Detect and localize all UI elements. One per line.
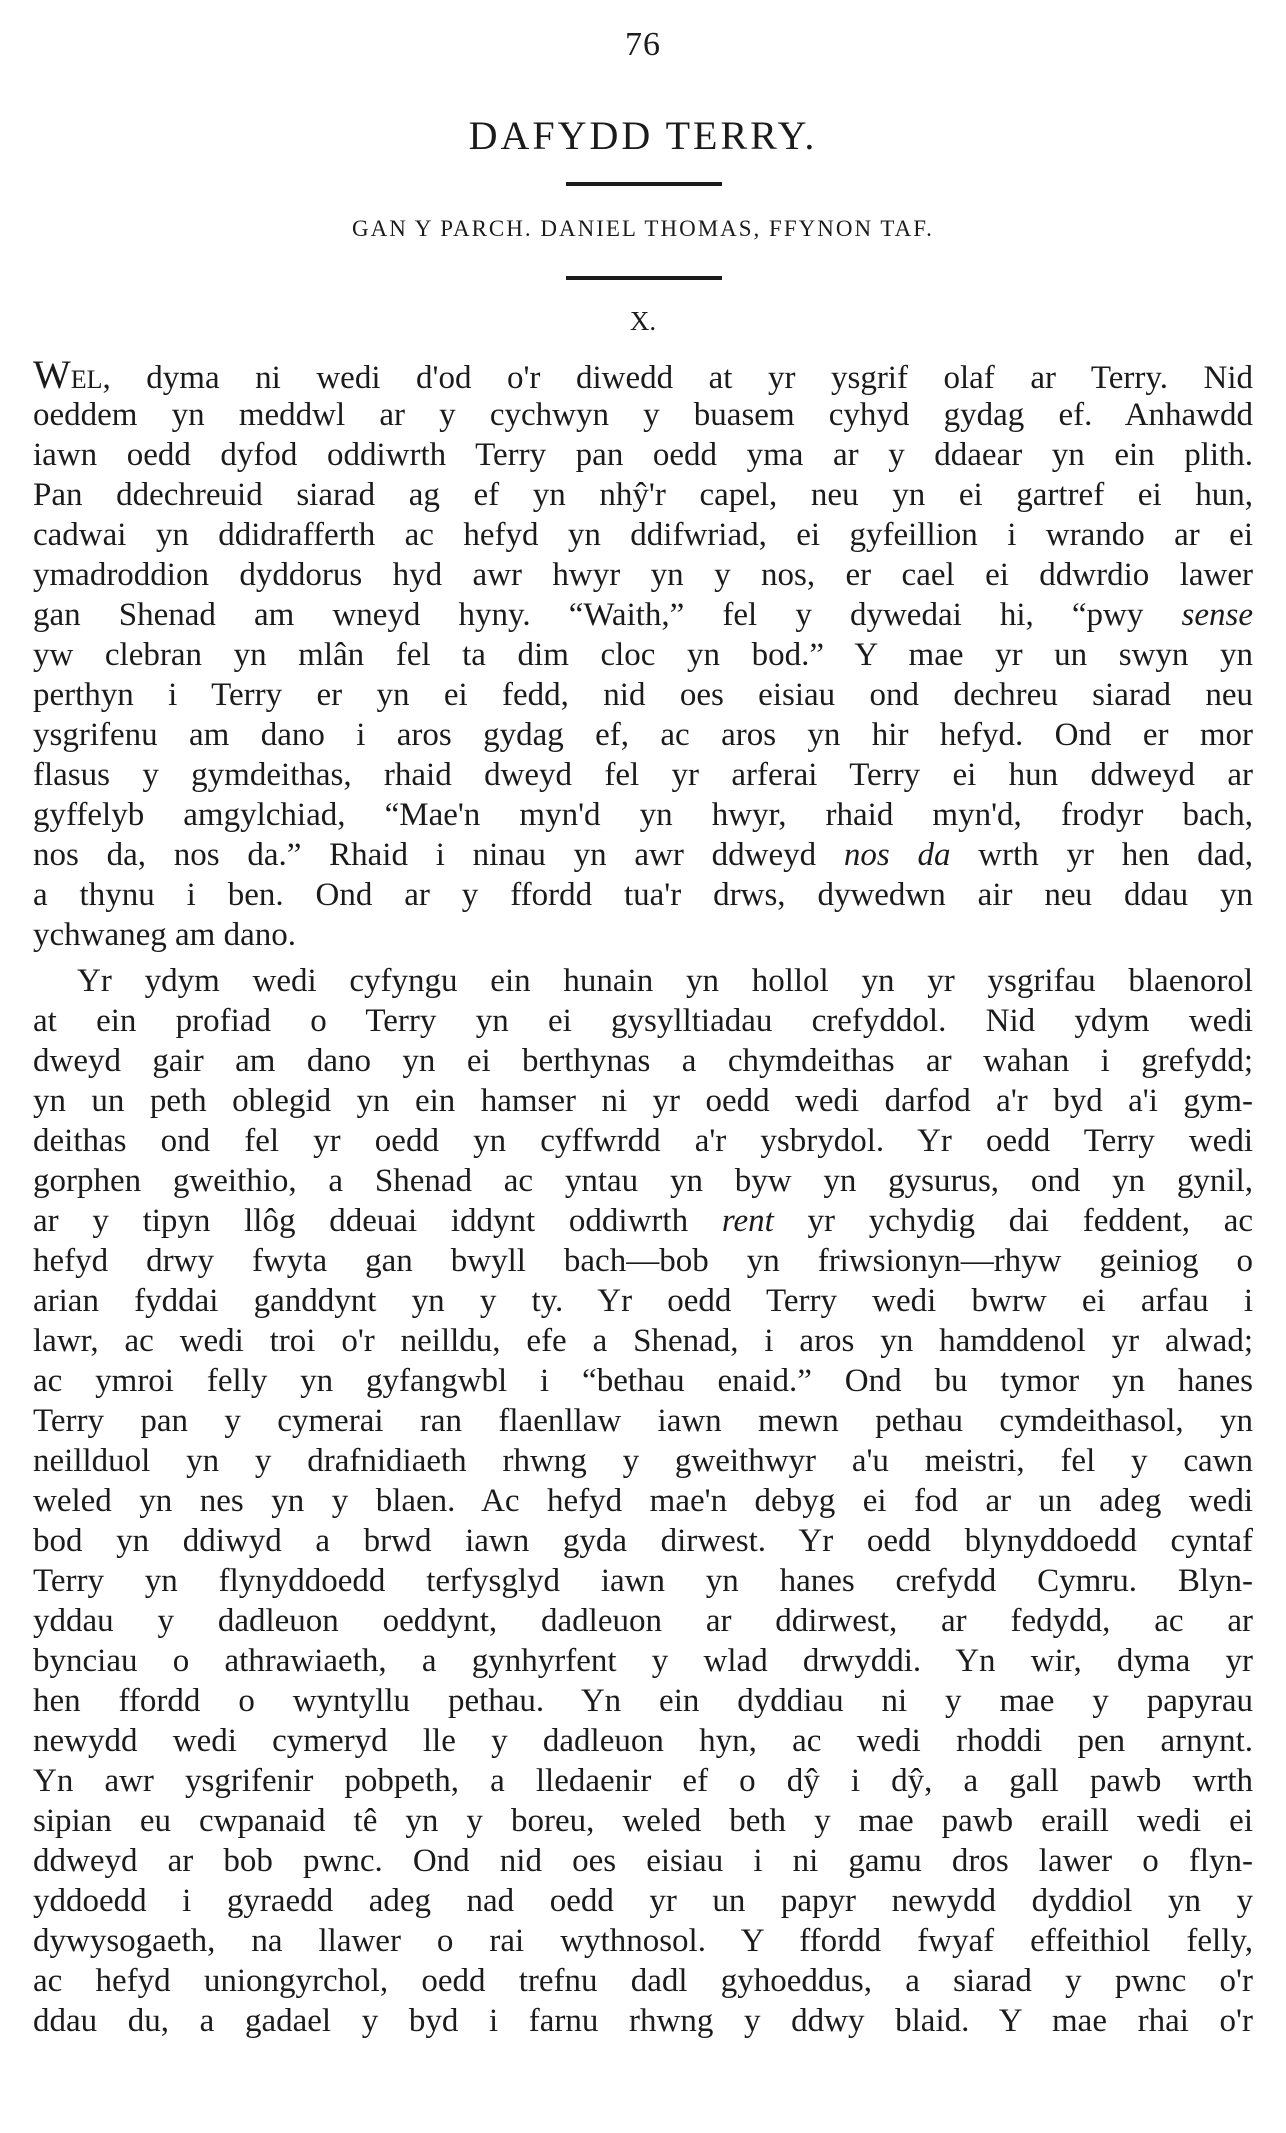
text-line: newydd wedi cymeryd lle y dadleuon hyn, ac wedi rhoddi pen arnynt. <box>33 1723 1253 1759</box>
text-line: perthyn i Terry er yn ei fedd, nid oes eisiau ond dechreu siarad neu <box>33 677 1253 713</box>
text-line: gan Shenad am wneyd hyny. “Waith,” fel y dywedai hi, “pwy sense <box>33 597 1253 633</box>
text-line: WEL, dyma ni wedi d'od o'r diwedd at yr ysgrif olaf ar Terry. Nid <box>33 352 1253 397</box>
text-line: cadwai yn ddidrafferth ac hefyd yn ddifwriad, ei gyfeillion i wrando ar ei <box>33 517 1253 553</box>
text-line: yddoedd i gyraedd adeg nad oedd yr un papyr newydd dyddiol yn y <box>33 1883 1253 1919</box>
text-line: ar y tipyn llôg ddeuai iddynt oddiwrth rent yr ychydig dai feddent, ac <box>33 1203 1254 1239</box>
small-caps: EL <box>70 365 103 394</box>
text-line: deithas ond fel yr oedd yn cyffwrdd a'r ysbrydol. Yr oedd Terry wedi <box>33 1123 1253 1159</box>
page-number: 76 <box>625 26 661 63</box>
text-line: dywysogaeth, na llawer o rai wythnosol. Y ffordd fwyaf effeithiol felly, <box>33 1923 1253 1959</box>
text-line: gorphen gweithio, a Shenad ac yntau yn byw yn gysurus, ond yn gynil, <box>33 1163 1253 1199</box>
text-line: bynciau o athrawiaeth, a gynhyrfent y wlad drwyddi. Yn wir, dyma yr <box>33 1643 1253 1679</box>
text-line: lawr, ac wedi troi o'r neilldu, efe a Shenad, i aros yn hamddenol yr alwad; <box>33 1323 1253 1359</box>
text-line: Yr ydym wedi cyfyngu ein hunain yn hollol yn yr ysgrifau blaenorol <box>77 963 1253 999</box>
text-line: nos da, nos da.” Rhaid i ninau yn awr ddweyd nos da wrth yr hen dad, <box>33 837 1253 873</box>
text-line: hen ffordd o wyntyllu pethau. Yn ein dyddiau ni y mae y papyrau <box>33 1683 1253 1719</box>
text-line: Pan ddechreuid siarad ag ef yn nhŷ'r capel, neu yn ei gartref ei hun, <box>33 477 1253 513</box>
text-line: bod yn ddiwyd a brwd iawn gyda dirwest. Yr oedd blynyddoedd cyntaf <box>33 1523 1253 1559</box>
text-line: neillduol yn y drafnidiaeth rhwng y gweithwyr a'u meistri, fel y cawn <box>33 1443 1253 1479</box>
text-line: dweyd gair am dano yn ei berthynas a chymdeithas ar wahan i grefydd; <box>33 1043 1253 1079</box>
text-line: Terry pan y cymerai ran flaenllaw iawn mewn pethau cymdeithasol, yn <box>33 1403 1253 1439</box>
text-line: ddau du, a gadael y byd i farnu rhwng y ddwy blaid. Y mae rhai o'r <box>33 2003 1253 2039</box>
text-line: yw clebran yn mlân fel ta dim cloc yn bod.” Y mae yr un swyn yn <box>33 637 1253 673</box>
text-line: oeddem yn meddwl ar y cychwyn y buasem cyhyd gydag ef. Anhawdd <box>33 397 1253 433</box>
title-rule <box>566 182 722 186</box>
italic-word: rent <box>721 1203 774 1239</box>
byline: GAN Y PARCH. DANIEL THOMAS, FFYNON TAF. <box>352 216 934 241</box>
text-line: yn un peth oblegid yn ein hamser ni yr oedd wedi darfod a'r byd a'i gym- <box>33 1083 1253 1119</box>
italic-word: nos da <box>843 837 951 873</box>
text-line: ddweyd ar bob pwnc. Ond nid oes eisiau i ni gamu dros lawer o flyn- <box>33 1843 1253 1879</box>
text-line: Yn awr ysgrifenir pobpeth, a lledaenir ef o dŷ i dŷ, a gall pawb wrth <box>33 1763 1253 1799</box>
text-line: arian fyddai ganddynt yn y ty. Yr oedd Terry wedi bwrw ei arfau i <box>33 1283 1253 1319</box>
byline-rule <box>566 276 722 280</box>
text-line: ymadroddion dyddorus hyd awr hwyr yn y nos, er cael ei ddwrdio lawer <box>33 557 1253 593</box>
text-line: flasus y gymdeithas, rhaid dweyd fel yr arferai Terry ei hun ddweyd ar <box>33 757 1253 793</box>
text-line: iawn oedd dyfod oddiwrth Terry pan oedd yma ar y ddaear yn ein plith. <box>33 437 1253 473</box>
text-line: a thynu i ben. Ond ar y ffordd tua'r drws, dywedwn air neu ddau yn <box>33 877 1253 913</box>
text-line: sipian eu cwpanaid tê yn y boreu, weled beth y mae pawb eraill wedi ei <box>33 1803 1253 1839</box>
text-line: Terry yn flynyddoedd terfysglyd iawn yn hanes crefydd Cymru. Blyn- <box>33 1563 1253 1599</box>
text-line: weled yn nes yn y blaen. Ac hefyd mae'n debyg ei fod ar un adeg wedi <box>33 1483 1253 1519</box>
article-title: DAFYDD TERRY. <box>468 113 818 158</box>
text-line: ysgrifenu am dano i aros gydag ef, ac aros yn hir hefyd. Ond er mor <box>33 717 1253 753</box>
text-line: hefyd drwy fwyta gan bwyll bach—bob yn friwsionyn—rhyw geiniog o <box>33 1243 1253 1279</box>
text-line: ac ymroi felly yn gyfangwbl i “bethau enaid.” Ond bu tymor yn hanes <box>33 1363 1253 1399</box>
text-line: gyffelyb amgylchiad, “Mae'n myn'd yn hwyr, rhaid myn'd, frodyr bach, <box>33 797 1253 833</box>
text-line: ac hefyd uniongyrchol, oedd trefnu dadl gyhoeddus, a siarad y pwnc o'r <box>33 1963 1253 1999</box>
section-number: X. <box>629 306 657 336</box>
text-line: at ein profiad o Terry yn ei gysylltiadau crefyddol. Nid ydym wedi <box>33 1003 1253 1039</box>
text-line: ychwaneg am dano. <box>33 917 296 953</box>
article-body <box>33 352 1254 2041</box>
italic-word: sense <box>1181 597 1253 633</box>
initial-capital: W <box>33 352 71 397</box>
text-line: yddau y dadleuon oeddynt, dadleuon ar ddirwest, ar fedydd, ac ar <box>33 1603 1253 1639</box>
